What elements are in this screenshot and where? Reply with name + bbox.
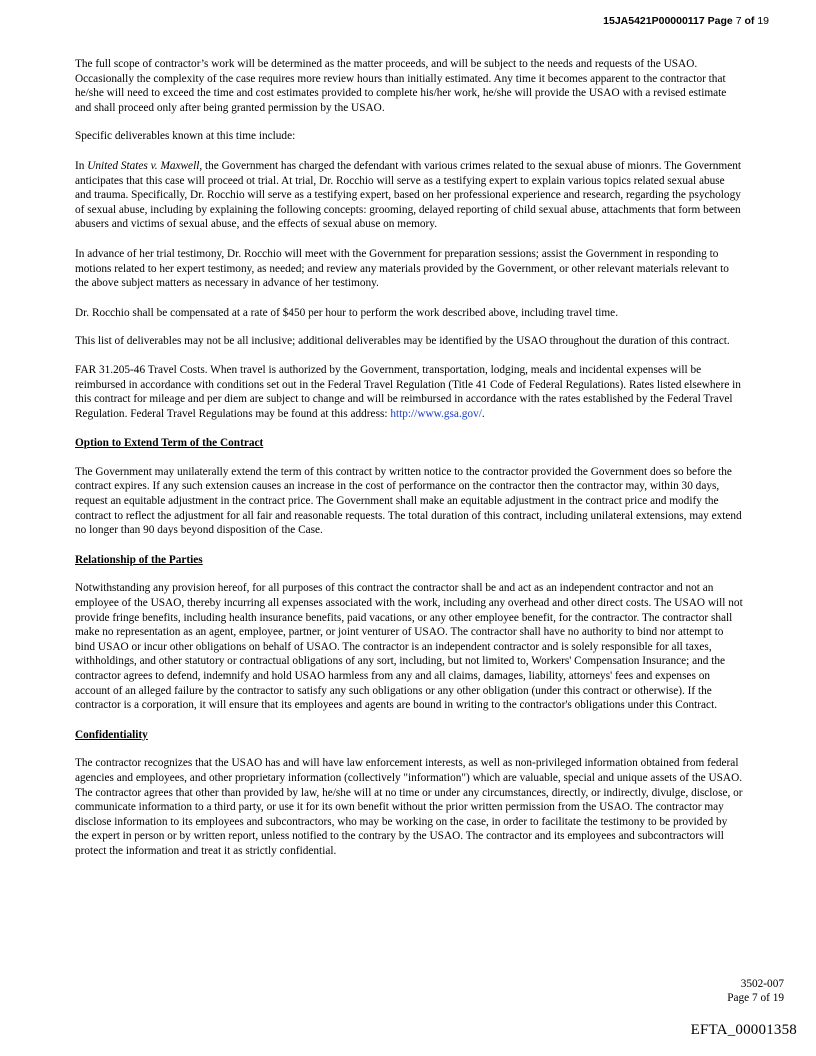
case-prefix: In: [75, 159, 88, 172]
header-of-word: of: [744, 15, 755, 27]
header-page-word: Page: [707, 15, 733, 27]
case-paragraph: [75, 159, 743, 232]
case-body: , the Government has charged the defendant with various crimes related to the sexual abuse of mionrs. The Government anticipates that this case will proceed ot trial. At trial, Dr. Rocchio will serve as a testifying expert to explain various topics related sexual abuse and trauma. Specifically, Dr. Rocchio will serve as a testifying expert, based on her professional experience and research, regarding the psychology of sexual abuse, including by explaining the following concepts: grooming, delayed reporting of child sexual abuse, attachments that form between abusers and victims of sexual abuse, and the effects of sexual abuse on memory.: [75, 159, 742, 231]
compensation-paragraph: Dr. Rocchio shall be compensated at a rate of $450 per hour to perform the work described above, including travel time.: [75, 306, 619, 319]
confidentiality-heading: Confidentiality: [75, 728, 148, 741]
footer-page-label: Page 7 of 19: [727, 991, 784, 1004]
deliverables-intro: Specific deliverables known at this time include:: [75, 130, 296, 143]
list-note-paragraph: This list of deliverables may not be all inclusive; additional deliverables may be identified by the USAO throughout the duration of this contract.: [75, 335, 730, 348]
advance-paragraph: In advance of her trial testimony, Dr. Rocchio will meet with the Government for preparation sessions; assist the Government in responding to motions related to her expert testimony, as needed; and review any materials provided by the Government, or other relevant materials relevant to the above subject matters as necessary in advance of her testimony.: [75, 247, 729, 290]
form-number: 3502-007: [740, 978, 784, 990]
scope-paragraph: The full scope of contractor’s work will be determined as the matter proceeds, and will be subject to the needs and requests of the USAO. Occasionally the complexity of the case requires more review hours than initially estimated. Any time it becomes apparent to the contractor that he/she will need to exceed the time and cost estimates provided to complete his/her work, he/she will provide the USAO with a revised estimate and shall proceed only after being granted permission by the USAO.: [75, 58, 727, 114]
travel-end: .: [481, 407, 485, 420]
travel-text: FAR 31.205-46 Travel Costs. When travel is authorized by the Government, transportation, lodging, meals and incidental expenses will be reimbursed in accordance with conditions set out in the Federal Travel Regulation (Title 41 Code of Federal Regulations). Rates listed elsewhere in this contract for mileage and per diem are subject to change and will be reimbursed in accordance with the rates established by the Federal Travel Regulation. Federal Travel Regulations may be found at this address:: [75, 363, 741, 420]
option-paragraph: The Government may unilaterally extend the term of this contract by written notice to the contractor provided the Government does so before the contract expires. If any such extension causes an increase in the cost of performance on the contractor then the contractor may, within 30 days, request an equitable adjustment in the contract price. The Government shall make an equitable adjustment in the contract price and modify the contract to reflect the adjustment for all fair and reasonable requests. The total duration of this contract, including unilateral extensions, may extend no longer than 90 days beyond disposition of the Case.: [75, 465, 742, 537]
relationship-heading: Relationship of the Parties: [75, 553, 203, 566]
gsa-link[interactable]: http://www.gsa.gov/: [390, 407, 482, 420]
travel-paragraph: [75, 363, 743, 421]
confidentiality-paragraph: The contractor recognizes that the USAO has and will have law enforcement interests, as well as non-privileged information obtained from federal agencies and employees, and other proprietary information (collectively "information") which are valuable, special and unique assets of the USAO. The contractor agrees that other than provided by law, he/she will at no time or under any circumstances, directly, or indirectly, divulge, disclose, or communicate information to a third party, or use it for its own benefit without the prior written permission from the USAO. The contractor may disclose information to its employees and subcontractors, who may be working on the case, in order to facilitate the testimony to be provided by the expert in person or by written report, unless notified to the contrary by the USAO. The contractor and its employees and subcontractors will protect the information and treat it as strictly confidential.: [75, 757, 743, 857]
page-header: [603, 15, 769, 27]
header-page-num: 7: [735, 15, 742, 27]
header-page-total: 19: [757, 15, 769, 27]
page-footer: [727, 978, 784, 1005]
document-body: [75, 57, 743, 859]
bates-number: EFTA_00001358: [690, 1022, 797, 1038]
relationship-paragraph: Notwithstanding any provision hereof, for all purposes of this contract the contractor shall be and act as an independent contractor and not an employee of the USAO, thereby incurring all expenses associated with the work, including any overhead and other direct costs. The USAO will not provide fringe benefits, including health insurance benefits, paid vacations, or any other employee benefit, for the contractor. The contractor shall make no representation as an agent, employee, partner, or joint venturer of USAO. The contractor shall have no authority to bind nor attempt to bind USAO or incur other obligations on behalf of USAO. The contractor is an independent contractor and is solely responsible for all taxes, withholdings, and other statutory or contractual obligations of any sort, including, but not limited to, Workers' Compensation Insurance; and the contractor agrees to defend, indemnify and hold USAO harmless from any and all claims, damages, liability, attorneys' fees and expenses on account of an alleged failure by the contractor to satisfy any such obligations or any other obligation (under this contract or otherwise). If the contractor is a corporation, it will ensure that its employees and agents are bound in writing to the contractor's obligations under this Contract.: [75, 582, 743, 712]
case-name: United States v. Maxwell: [87, 159, 200, 172]
header-doc-id: 15JA5421P00000117: [603, 15, 705, 27]
option-heading: Option to Extend Term of the Contract: [75, 437, 264, 450]
